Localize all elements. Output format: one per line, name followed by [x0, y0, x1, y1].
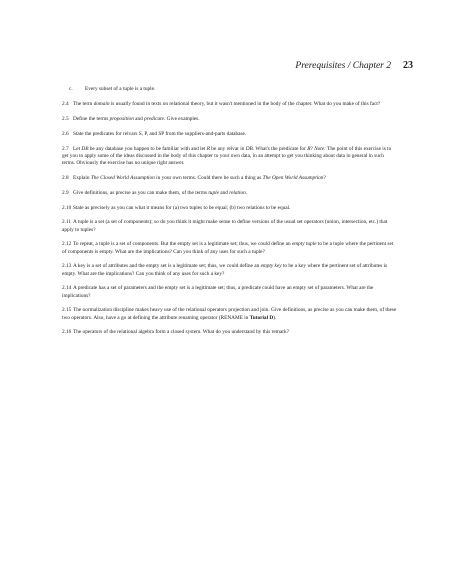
- exercise-text: The term: [73, 101, 94, 108]
- exercise-text: be any database you happen to be familiar with and let: [88, 145, 207, 152]
- exercise-item: [62, 263, 398, 277]
- exercise-item: [62, 285, 398, 299]
- exercise-item: [62, 307, 398, 321]
- exercise-number: c.: [69, 86, 73, 92]
- exercise-number: 2.15: [62, 307, 72, 314]
- emphasized-term: Note:: [314, 145, 326, 152]
- exercise-text: The operators of the relational algebra form a closed system. What do you understand by this remark?: [73, 329, 289, 336]
- exercise-text: and: [133, 116, 145, 123]
- exercise-item: [62, 131, 398, 138]
- emphasized-term: empty tuple: [291, 241, 317, 248]
- emphasized-term: domain: [93, 101, 110, 108]
- exercise-number: 2.14: [62, 285, 72, 292]
- exercise-text: ?: [310, 145, 315, 152]
- page-number: 23: [403, 60, 413, 71]
- page-header: [295, 60, 413, 71]
- emphasized-term: The Closed World Assumption: [90, 174, 155, 181]
- exercise-text: ).: [273, 314, 277, 321]
- exercise-number: 2.7: [62, 145, 69, 152]
- emphasized-term: R: [307, 145, 311, 152]
- exercise-text: State the predicates for relvars S, P, and SP from the suppliers-and-parts database.: [73, 130, 247, 137]
- exercise-text: . What's the predicate for: [252, 145, 308, 152]
- exercise-item: [62, 86, 398, 93]
- exercise-text: Give definitions, as precise as you can make them, of the terms: [73, 189, 209, 196]
- exercise-text: to be a key where the pertinent set of attributes is empty. What are the implications? Can you think of any uses for such a key?: [62, 263, 388, 277]
- exercise-item: [62, 205, 398, 212]
- emphasized-term: DB: [245, 145, 253, 152]
- exercise-item: [62, 146, 398, 168]
- exercise-text: A key is a set of attributes and the empty set is a legitimate set; thus, we could define an: [73, 263, 261, 270]
- exercise-text: The point of this exercise is to get you to apply some of the ideas discussed in the body of this chapter to your own data, in an attempt to get you thinking about data in general in such terms. Obviously the exercise has no unique right answer.: [62, 145, 392, 167]
- exercise-text: and: [218, 189, 230, 196]
- exercise-text: is usually found in texts on relational theory, but it wasn't mentioned in the body of the chapter. What do you make of this fact?: [109, 101, 381, 108]
- emphasized-term: tuple: [208, 189, 219, 196]
- exercise-number: 2.16: [62, 329, 72, 336]
- emphasized-term: empty key: [260, 263, 282, 270]
- exercise-number: 2.12: [62, 241, 72, 248]
- exercise-list: [62, 86, 398, 344]
- exercise-number: 2.10: [62, 204, 72, 211]
- exercise-number: 2.8: [62, 174, 69, 181]
- emphasized-term: R: [206, 145, 210, 152]
- running-title: Prerequisites / Chapter 2: [295, 61, 391, 71]
- bold-term: Tutorial D: [249, 314, 274, 321]
- emphasized-term: DB: [81, 145, 89, 152]
- exercise-number: 2.11: [62, 219, 72, 226]
- exercise-number: 2.5: [62, 116, 69, 123]
- exercise-number: 2.6: [62, 130, 69, 137]
- exercise-item: [62, 241, 398, 255]
- exercise-text: Every subset of a tuple is a tuple.: [85, 86, 156, 92]
- exercise-text: To repeat, a tuple is a set of components. But the empty set is a legitimate set; thus, we could define an: [73, 241, 292, 248]
- exercise-text: ?: [323, 174, 326, 181]
- exercise-text: to be a tuple where the pertinent set of components is empty. What are the implications? Can you think of any uses for such a tuple?: [62, 241, 394, 255]
- exercise-text: Explain: [73, 174, 91, 181]
- exercise-item: [62, 101, 398, 108]
- emphasized-term: proposition: [109, 116, 134, 123]
- exercise-text: Define the terms: [73, 116, 110, 123]
- exercise-text: State as precisely as you can what it means for (a) two tuples to be equal; (b) two relations to be equal.: [73, 204, 291, 211]
- exercise-number: 2.4: [62, 101, 69, 108]
- emphasized-term: relation: [229, 189, 246, 196]
- exercise-text: A tuple is a set (a set of components); so do you think it might make sense to define versions of the usual set operators (union, intersection, etc.) that apply to tuples?: [62, 219, 388, 233]
- exercise-item: [62, 219, 398, 233]
- emphasized-term: predicate: [144, 116, 164, 123]
- exercise-text: . Give examples.: [163, 116, 200, 123]
- exercise-number: 2.13: [62, 263, 72, 270]
- exercise-text: A predicate has a set of parameters and the empty set is a legitimate set; thus, a predicate could have an empty set of parameters. What are the implications?: [62, 285, 374, 299]
- exercise-item: [62, 175, 398, 182]
- exercise-item: [62, 329, 398, 336]
- exercise-number: 2.9: [62, 189, 69, 196]
- exercise-text: in your own terms. Could there be such a thing as: [154, 174, 263, 181]
- exercise-text: The normalization discipline makes heavy use of the relational operators projection and join. Give definitions, as precise as you can make them, of these two operators. Also, have a go at defining the attribute renaming operator (RENAME in: [62, 307, 397, 321]
- exercise-item: [62, 190, 398, 197]
- exercise-text: be any relvar in: [209, 145, 246, 152]
- exercise-text: .: [245, 189, 248, 196]
- exercise-item: [62, 116, 398, 123]
- exercise-text: Let: [73, 145, 82, 152]
- emphasized-term: The Open World Assumption: [262, 174, 324, 181]
